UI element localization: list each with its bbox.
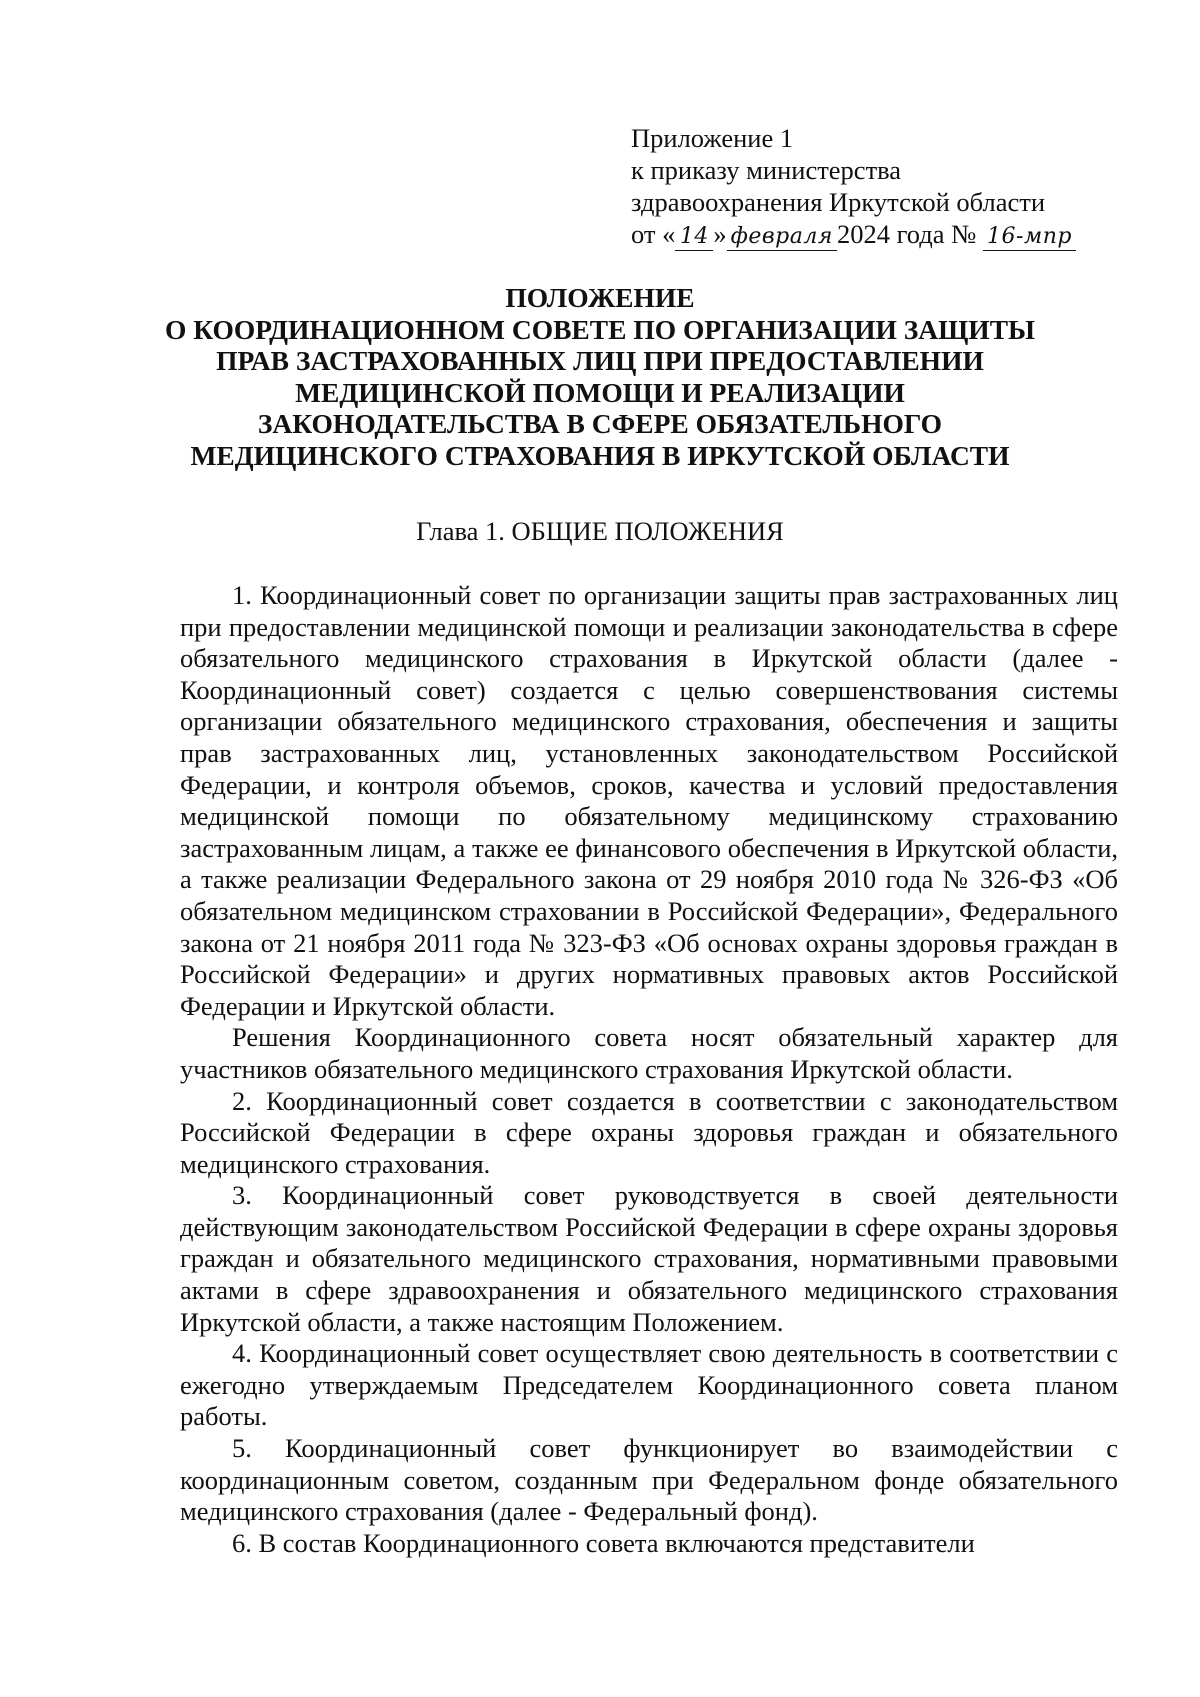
appendix-line-3: здравоохранения Иркутской области <box>631 187 1046 217</box>
title-line-3: ПРАВ ЗАСТРАХОВАННЫХ ЛИЦ ПРИ ПРЕДОСТАВЛЕНИИ <box>216 345 984 376</box>
paragraph-decisions: Решения Координационного совета носят обязательный характер для участников обязательного медицинского страхования Иркутской области. <box>180 1022 1118 1084</box>
paragraph-5: 5. Координационный совет функционирует во взаимодействии с координационным советом, созданным при Федеральном фонде обязательного медицинского страхования (далее - Федеральный фонд). <box>180 1433 1118 1527</box>
date-mid: » <box>713 219 727 249</box>
handwritten-month: февраля <box>727 224 837 251</box>
appendix-line-2: к приказу министерства <box>631 155 902 185</box>
handwritten-day: 14 <box>675 224 713 251</box>
appendix-date-line <box>631 218 1151 251</box>
document-title <box>80 282 1120 471</box>
title-line-5: ЗАКОНОДАТЕЛЬСТВА В СФЕРЕ ОБЯЗАТЕЛЬНОГО <box>257 408 943 439</box>
title-line-2: О КООРДИНАЦИОННОМ СОВЕТЕ ПО ОРГАНИЗАЦИИ ЗАЩИТЫ <box>164 313 1036 345</box>
title-line-6: МЕДИЦИНСКОГО СТРАХОВАНИЯ В ИРКУТСКОЙ ОБЛАСТИ <box>190 439 1010 471</box>
date-year: 2024 года № <box>836 219 977 249</box>
title-line-4: МЕДИЦИНСКОЙ ПОМОЩИ И РЕАЛИЗАЦИИ <box>295 376 905 408</box>
chapter-heading: Глава 1. ОБЩИЕ ПОЛОЖЕНИЯ <box>416 516 784 546</box>
paragraph-2: 2. Координационный совет создается в соответствии с законодательством Российской Федерации в сфере охраны здоровья граждан и обязательного медицинского страхования. <box>180 1085 1118 1179</box>
handwritten-order-number: 16-мпр <box>983 224 1076 251</box>
appendix-line-1: Приложение 1 <box>631 123 794 153</box>
paragraph-1: 1. Координационный совет по организации защиты прав застрахованных лиц при предоставлении медицинской помощи и реализации законодательства в сфере обязательного медицинского страхования в Иркутской области (далее - Координационный совет) создается с целью совершенствования системы организации обязательного медицинского страхования, обеспечения и защиты прав застрахованных лиц, установленных законодательством Российской Федерации, и контроля объемов, сроков, качества и условий предоставления медицинской помощи по обязательному медицинскому страхованию застрахованным лицам, а также ее финансового обеспечения в Иркутской области, а также реализации Федерального закона от 29 ноября 2010 года № 326-ФЗ «Об обязательном медицинском страховании в Российской Федерации», Федерального закона от 21 ноября 2011 года № 323-ФЗ «Об основах охраны здоровья граждан в Российской Федерации» и других нормативных правовых актов Российской Федерации и Иркутской области. <box>180 580 1118 1021</box>
paragraph-4: 4. Координационный совет осуществляет свою деятельность в соответствии с ежегодно утверждаемым Председателем Координационного совета планом работы. <box>180 1338 1118 1432</box>
appendix-header <box>631 122 1151 251</box>
paragraph-6: 6. В состав Координационного совета включаются представители <box>232 1527 975 1558</box>
title-line-1: ПОЛОЖЕНИЕ <box>505 282 695 313</box>
date-prefix: от « <box>631 219 676 249</box>
document-body <box>180 580 1118 1559</box>
paragraph-3: 3. Координационный совет руководствуется в своей деятельности действующим законодательством Российской Федерации в сфере охраны здоровья граждан и обязательного медицинского страхования, нормативными правовыми актами в сфере здравоохранения и обязательного медицинского страхования Иркутской области, а также настоящим Положением. <box>180 1180 1118 1337</box>
